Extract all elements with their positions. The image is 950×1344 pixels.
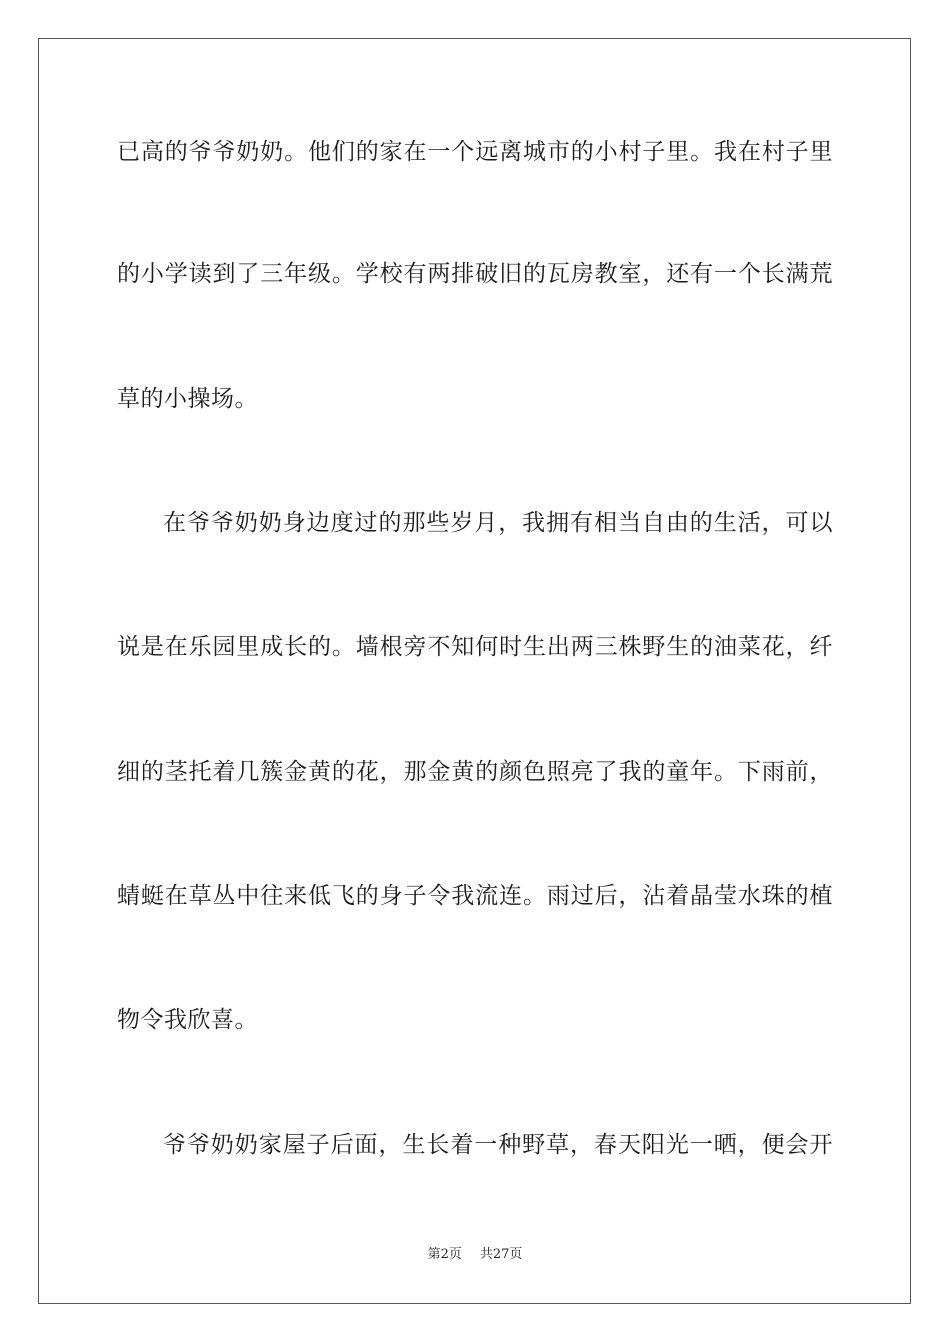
- text-line: 物令我欣喜。: [117, 1007, 258, 1033]
- text-line: 细的茎托着几簇金黄的花，那金黄的颜色照亮了我的童年。下雨前，: [117, 759, 833, 785]
- paragraph-start-line: 爷爷奶奶家屋子后面，生长着一种野草，春天阳光一晒，便会开: [163, 1132, 833, 1158]
- text-line: 草的小操场。: [117, 386, 258, 412]
- paragraph-start-line: 在爷爷奶奶身边度过的那些岁月，我拥有相当自由的生活，可以: [163, 510, 833, 536]
- text-line: 已高的爷爷奶奶。他们的家在一个远离城市的小村子里。我在村子里: [117, 139, 833, 165]
- text-line: 说是在乐园里成长的。墙根旁不知何时生出两三株野生的油菜花，纤: [117, 634, 833, 660]
- text-line: 蜻蜓在草丛中往来低飞的身子令我流连。雨过后，沾着晶莹水珠的植: [117, 883, 833, 909]
- page-footer: [0, 1246, 950, 1264]
- page-border: [38, 38, 911, 1304]
- page-number: 第2页: [427, 1247, 462, 1262]
- page-total: 共27页: [479, 1247, 523, 1262]
- text-line: 的小学读到了三年级。学校有两排破旧的瓦房教室，还有一个长满荒: [117, 261, 833, 287]
